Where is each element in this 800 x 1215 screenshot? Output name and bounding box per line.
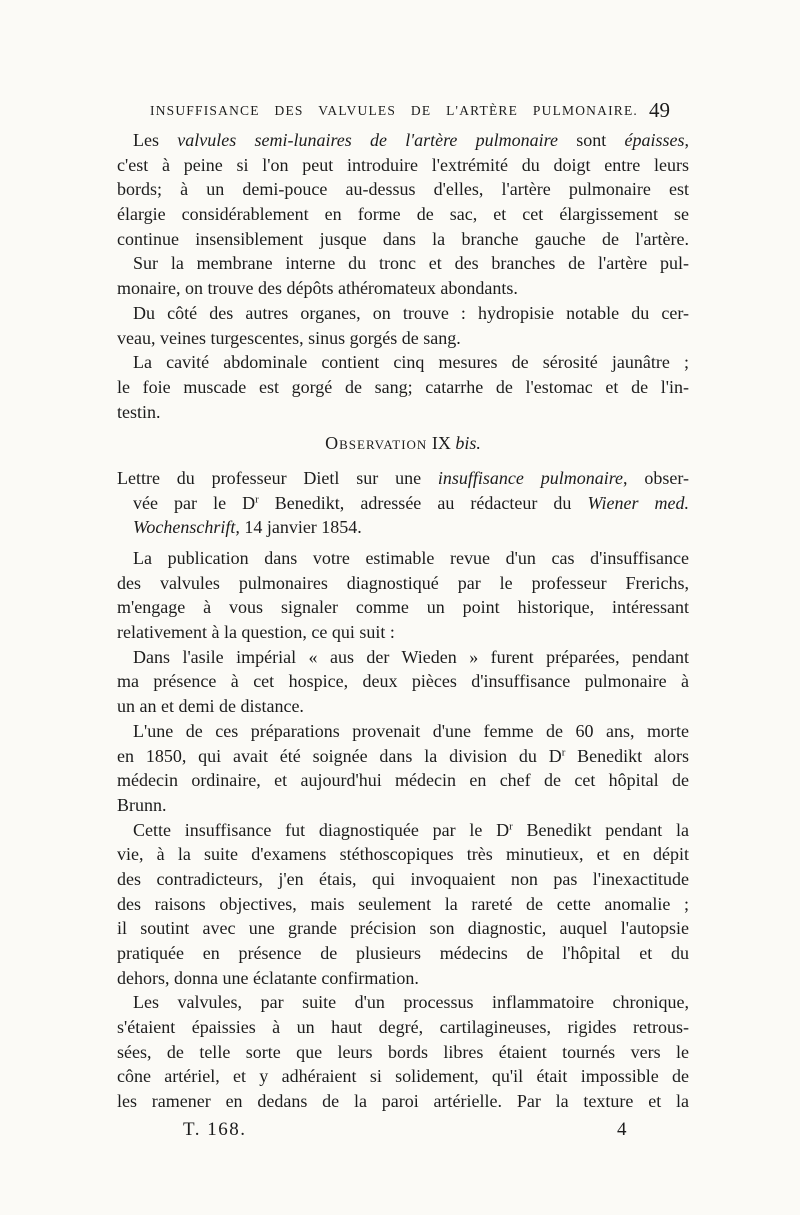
page-footer xyxy=(0,1119,800,1143)
text-run: des raisons objectives, mais seulement la rareté de cette anomalie ; xyxy=(117,893,689,914)
text-run: médecin ordinaire, et aujourd'hui médecin en chef de cet hôpital de xyxy=(117,770,689,791)
text-run: , obser- xyxy=(623,467,689,488)
text-run: sées, de telle sorte que leurs bords libres étaient tournés vers le xyxy=(117,1041,689,1062)
italic-run: Wiener med. xyxy=(587,492,689,513)
text-run: relativement à la question, ce qui suit : xyxy=(117,622,395,643)
text-run: vie, à la suite d'examens stéthoscopiques très minutieux, et en dépit xyxy=(117,844,689,865)
gathering-number: 4 xyxy=(617,1119,627,1140)
text-run: vée par le D xyxy=(133,492,256,513)
text-line xyxy=(117,842,689,867)
text-run: Cette insuffisance fut diagnostiquée par le D xyxy=(133,819,510,840)
text-run: les ramener en dedans de la paroi artérielle. Par la texture et la xyxy=(117,1091,689,1112)
text-line xyxy=(117,1040,689,1065)
footer-signature: T. 168. xyxy=(183,1119,247,1140)
text-line xyxy=(117,375,689,400)
text-line xyxy=(117,571,689,596)
text-line xyxy=(117,793,689,818)
text-run: Sur la membrane interne du tronc et des branches de l'artère pul- xyxy=(133,253,689,274)
paragraph xyxy=(117,818,689,991)
text-run: un an et demi de distance. xyxy=(117,696,304,717)
text-line xyxy=(117,128,689,153)
superscript: r xyxy=(561,746,566,759)
text-line xyxy=(117,595,689,620)
text-run: Les xyxy=(133,130,178,150)
italic-run: bis. xyxy=(455,433,481,454)
text-line xyxy=(117,1015,689,1040)
superscript: r xyxy=(255,493,259,506)
text-line xyxy=(117,153,689,178)
text-line xyxy=(117,916,689,941)
paragraph xyxy=(117,546,689,645)
superscript: r xyxy=(509,820,513,833)
paragraph xyxy=(117,128,689,251)
text-run: élargie considérablement en forme de sac, et cet élargissement se xyxy=(117,204,689,225)
text-run: m'engage à vous signaler comme un point historique, intéressant xyxy=(117,597,689,618)
text-line xyxy=(117,491,689,516)
text-line xyxy=(117,202,689,227)
text-line xyxy=(117,350,689,375)
text-run: Les valvules, par suite d'un processus inflammatoire chronique, xyxy=(133,992,689,1013)
text-line xyxy=(117,515,689,540)
paragraph xyxy=(117,719,689,818)
text-line xyxy=(117,892,689,917)
text-run: c'est à peine si l'on peut introduire l'extrémité du doigt entre leurs xyxy=(117,154,689,175)
text-run: pratiquée en présence de plusieurs médecins de l'hôpital et du xyxy=(117,943,689,963)
italic-run: épaisses xyxy=(624,130,685,150)
text-run: s'étaient épaissies à un haut degré, cartilagineuses, rigides retrous- xyxy=(117,1017,689,1038)
text-line xyxy=(117,669,689,694)
text-run: veau, veines turgescentes, sinus gorgés de sang. xyxy=(117,327,461,348)
text-run: il soutint avec une grande précision son diagnostic, auquel l'autopsie xyxy=(117,918,689,939)
text-line xyxy=(117,941,689,966)
text-run: Lettre du professeur Dietl sur une xyxy=(117,467,438,488)
body-text xyxy=(117,128,689,1114)
page-number: 49 xyxy=(649,98,670,122)
text-run: cône artériel, et y adhéraient si solidement, qu'il était impossible de xyxy=(117,1066,689,1087)
text-run: La cavité abdominale contient cinq mesures de sérosité jaunâtre ; xyxy=(133,352,689,373)
paragraph xyxy=(117,645,689,719)
small-caps-run: Observation xyxy=(325,433,428,454)
text-line xyxy=(117,301,689,326)
text-run: testin. xyxy=(117,401,161,422)
text-run: Benedikt pendant la xyxy=(512,819,689,840)
text-line xyxy=(117,227,689,252)
text-run: Brunn. xyxy=(117,794,167,815)
text-run: des contradicteurs, j'en étais, qui invoquaient non pas l'inexactitude xyxy=(117,868,689,889)
text-line xyxy=(117,466,689,491)
italic-run: insuffisance pulmonaire xyxy=(437,467,624,488)
text-line xyxy=(117,431,689,456)
text-line xyxy=(117,400,689,425)
text-run: bords; à un demi-pouce au-dessus d'elles, l'artère pulmonaire est xyxy=(117,179,689,200)
text-line xyxy=(117,620,689,645)
text-run: dehors, donna une éclatante confirmation. xyxy=(117,967,419,988)
text-run: Benedikt, adressée au rédacteur du xyxy=(258,492,588,513)
text-run: le foie muscade est gorgé de sang; catarrhe de l'estomac et de l'in- xyxy=(117,376,689,397)
text-line xyxy=(117,867,689,892)
text-run: Dans l'asile impérial « aus der Wieden » furent préparées, pendant xyxy=(133,646,689,667)
text-run: ma présence à cet hospice, deux pièces d'insuffisance pulmonaire à xyxy=(117,671,689,692)
text-line xyxy=(117,276,689,301)
text-line xyxy=(117,694,689,719)
text-line xyxy=(117,719,689,744)
text-line xyxy=(117,251,689,276)
italic-run: Wochenschrift, xyxy=(133,517,240,538)
text-run: sont xyxy=(557,130,625,150)
paragraph xyxy=(117,350,689,424)
text-run: monaire, on trouve des dépôts athéromateux abondants. xyxy=(117,278,518,299)
text-line xyxy=(117,546,689,571)
text-run: La publication dans votre estimable revue d'un cas d'insuffisance xyxy=(133,548,689,568)
paragraph xyxy=(117,251,689,300)
text-run: IX xyxy=(427,433,456,454)
text-run: en 1850, qui avait été soignée dans la division du D xyxy=(117,745,562,766)
paragraph xyxy=(117,301,689,350)
text-run: des valvules pulmonaires diagnostiqué par le professeur Frerichs, xyxy=(117,572,689,593)
letter-summary xyxy=(117,466,689,540)
text-run: continue insensiblement jusque dans la branche gauche de l'artère. xyxy=(117,228,689,249)
text-line xyxy=(117,768,689,793)
paragraph xyxy=(117,990,689,1113)
text-line xyxy=(117,744,689,769)
text-run: Benedikt alors xyxy=(565,745,689,766)
running-title: INSUFFISANCE DES VALVULES DE L'ARTÈRE PULMONAIRE. xyxy=(150,103,638,118)
text-line xyxy=(117,645,689,670)
text-run: Du côté des autres organes, on trouve : hydropisie notable du cer- xyxy=(133,302,689,323)
text-line xyxy=(117,818,689,843)
text-run: , xyxy=(684,130,689,150)
observation-heading xyxy=(117,431,689,456)
text-run: 14 janvier 1854. xyxy=(239,517,362,538)
text-line xyxy=(117,990,689,1015)
text-line xyxy=(117,966,689,991)
text-line xyxy=(117,1089,689,1114)
running-head xyxy=(0,99,800,123)
text-line xyxy=(117,177,689,202)
text-line xyxy=(117,1064,689,1089)
text-line xyxy=(117,326,689,351)
italic-run: valvules semi-lunaires de l'artère pulmonaire xyxy=(177,130,558,150)
text-run: L'une de ces préparations provenait d'une femme de 60 ans, morte xyxy=(133,720,689,741)
